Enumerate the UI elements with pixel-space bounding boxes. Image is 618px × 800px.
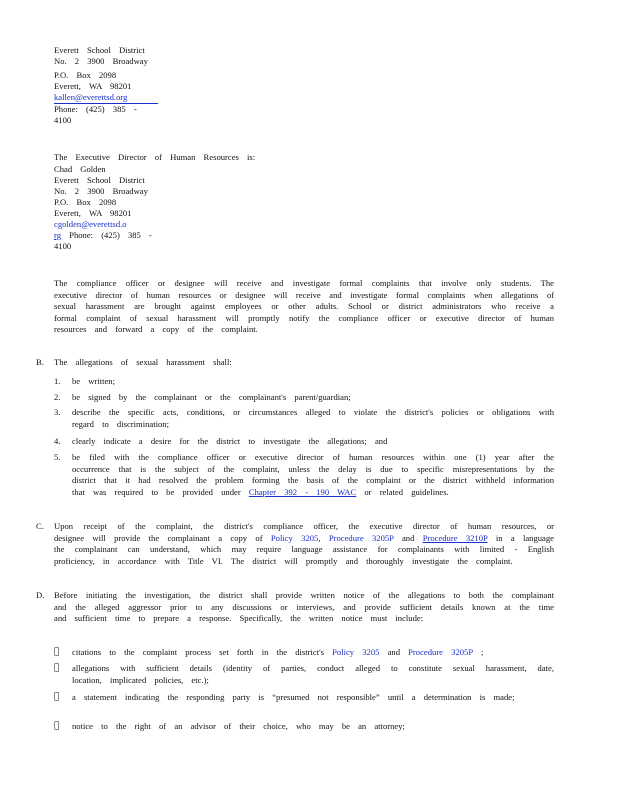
procedure-3205p-link[interactable]: Procedure 3205P: [408, 647, 473, 657]
list-item: a statement indicating the responding party is “presumed not responsible” until a determination is made;: [54, 692, 554, 704]
intro-paragraph: The compliance officer or designee will receive and investigate formal complaints that involve only students. The executive director of human resources or designee will receive and investigate formal complaints when allegations of sexual harassment are brought against employees or other adults. School or district administrators who receive a formal complaint of sexual harassment will promptly notify the compliance officer or executive director of human resources and forward a copy of the complaint.: [54, 278, 554, 334]
list-item: allegations with sufficient details (identity of parties, conduct alleged to constitute sexual harassment, date, location, implicated policies, etc.);: [54, 663, 554, 686]
hr-director-intro: The Executive Director of Human Resources is:: [54, 152, 256, 162]
section-label: D.: [36, 590, 45, 600]
contact-name: Chad Golden: [54, 164, 106, 174]
address-line: No. 2 3900 Broadway: [54, 186, 148, 196]
procedure-3205p-link[interactable]: Procedure 3205P: [328, 532, 394, 543]
phone-number: rg Phone: (425) 385 -: [54, 230, 152, 240]
bullet-icon: [54, 721, 59, 733]
policy-3205-link[interactable]: Policy 3205: [332, 647, 380, 657]
bullet-icon: [54, 647, 59, 659]
address-line: P.O. Box 2098: [54, 70, 117, 80]
address-block-1: [54, 45, 164, 126]
section-d: [36, 590, 554, 625]
email-link[interactable]: cgolden@everettsd.o: [54, 219, 127, 229]
section-label: C.: [36, 521, 44, 531]
wac-link[interactable]: Chapter 392 - 190 WAC: [248, 486, 357, 497]
policy-3205-link[interactable]: Policy 3205: [270, 532, 319, 543]
address-line: Everett, WA 98201: [54, 81, 132, 91]
bullet-icon: [54, 663, 59, 675]
address-block-2: [54, 164, 164, 252]
email-link-continued[interactable]: rg: [54, 230, 62, 240]
list-item: 5. be filed with the compliance officer or executive director of human resources within one (1) year after the occurrence that is the subject of the complaint, unless the delay is due to specific misrepresentations by the district that it had resolved the problem forming the basis of the complaint or the district withheld information that was required to be provided under Chapter 392 - 190 WAC or related guidelines.: [54, 452, 554, 497]
list-item: citations to the complaint process set forth in the district's Policy 3205 and Procedure 3205P ;: [54, 647, 554, 659]
address-line: Everett, WA 98201: [54, 208, 132, 218]
address-line: No. 2 3900 Broadway: [54, 56, 148, 66]
bullet-icon: [54, 692, 59, 704]
list-item: 3. describe the specific acts, conditions, or circumstances alleged to violate the district's policies or obligations with regard to discrimination;: [54, 407, 554, 429]
phone-extension: 4100: [54, 241, 72, 251]
address-line: P.O. Box 2098: [54, 197, 117, 207]
procedure-3210p-link[interactable]: Procedure 3210P: [422, 532, 488, 543]
email-link[interactable]: kallen@everettsd.org: [54, 92, 158, 104]
section-b: [36, 357, 554, 369]
section-label: B.: [36, 357, 44, 367]
section-text: The allegations of sexual harassment shall:: [54, 357, 232, 367]
list-item: 4. clearly indicate a desire for the district to investigate the allegations; and: [54, 436, 388, 446]
section-text: Before initiating the investigation, the district shall provide written notice of the allegations to both the complainant and the alleged aggressor prior to any discussions or interviews, and provide sufficient details known at the time and sufficient time to prepare a response. Specifically, the written notice must include:: [54, 590, 554, 623]
list-item: 1. be written;: [54, 376, 115, 386]
phone-number: Phone: (425) 385 -: [54, 104, 137, 114]
phone-extension: 4100: [54, 115, 72, 125]
section-c: C. Upon receipt of the complaint, the district's compliance officer, the executive director of human resources, or designee will provide the complainant a copy of Policy 3205, Procedure 3205P and Procedure 3210P in a language the complainant can understand, which may require language assistance for complainants with limited - English proficiency, in accordance with Title VI. The district will promptly and thoroughly investigate the complaint.: [36, 521, 554, 566]
address-line: Everett School District: [54, 45, 145, 55]
list-item: 2. be signed by the complainant or the complainant's parent/guardian;: [54, 392, 351, 402]
list-item: notice to the right of an advisor of their choice, who may be an attorney;: [54, 721, 554, 733]
address-line: Everett School District: [54, 175, 145, 185]
